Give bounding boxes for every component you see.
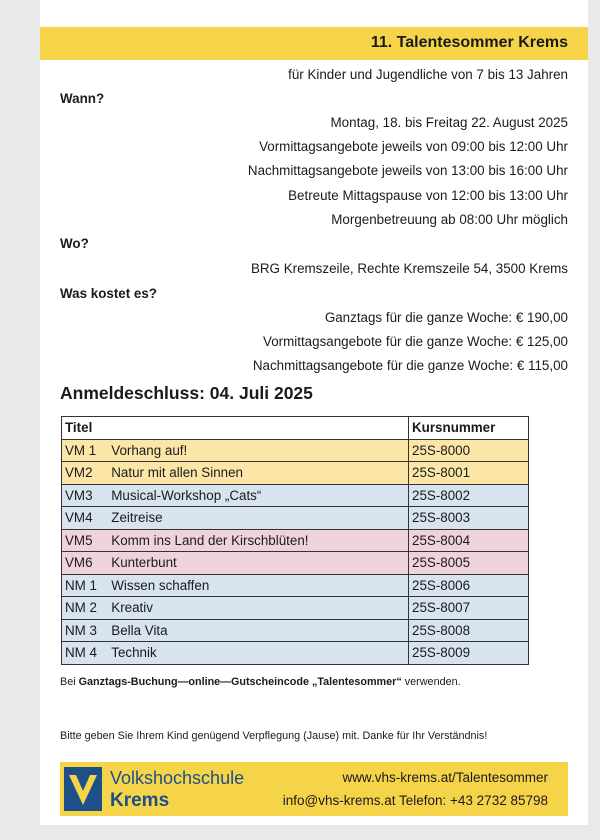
- course-code: VM6: [62, 552, 109, 575]
- website-link[interactable]: www.vhs-krems.at/Talentesommer: [342, 770, 548, 785]
- course-code: NM 3: [62, 619, 109, 642]
- course-table: [61, 416, 529, 665]
- page-title: 11. Talentesommer Krems: [370, 34, 568, 51]
- course-number: 25S-8001: [409, 462, 529, 485]
- course-name: Komm ins Land der Kirschblüten!: [108, 529, 408, 552]
- course-code: NM 2: [62, 597, 109, 620]
- brand-name-line1: Volkshochschule: [110, 768, 245, 788]
- course-code: VM3: [62, 484, 109, 507]
- table-row: [62, 642, 529, 665]
- course-name: Zeitreise: [108, 507, 408, 530]
- course-code: VM2: [62, 462, 109, 485]
- footer-banner: [60, 762, 568, 816]
- course-number: 25S-8009: [409, 642, 529, 665]
- when-label: Wann?: [60, 91, 105, 106]
- course-code: NM 4: [62, 642, 109, 665]
- course-number: 25S-8004: [409, 529, 529, 552]
- table-row: [62, 574, 529, 597]
- table-row: [62, 597, 529, 620]
- course-name: Kunterbunt: [108, 552, 408, 575]
- cost-morning: Vormittagsangebote für die ganze Woche: € 125,00: [263, 334, 568, 349]
- cost-fullday: Ganztags für die ganze Woche: € 190,00: [324, 310, 568, 325]
- course-name: Vorhang auf!: [108, 439, 408, 462]
- table-row: [62, 462, 529, 485]
- course-code: NM 1: [62, 574, 109, 597]
- table-row: [62, 439, 529, 462]
- course-number: 25S-8002: [409, 484, 529, 507]
- when-morning: Vormittagsangebote jeweils von 09:00 bis 12:00 Uhr: [259, 139, 568, 154]
- food-note: Bitte geben Sie Ihrem Kind genügend Verpflegung (Jause) mit. Danke für Ihr Verständnis!: [60, 730, 488, 742]
- flyer-page: [40, 0, 588, 825]
- booking-note-code: Ganztags-Buchung—online—Gutscheincode „Talentesommer“: [78, 676, 402, 688]
- title-banner: [40, 27, 588, 60]
- course-number: 25S-8007: [409, 597, 529, 620]
- subtitle: für Kinder und Jugendliche von 7 bis 13 Jahren: [288, 67, 568, 82]
- course-number: 25S-8008: [409, 619, 529, 642]
- course-number: 25S-8003: [409, 507, 529, 530]
- when-lunch: Betreute Mittagspause von 12:00 bis 13:00 Uhr: [288, 188, 568, 203]
- course-name: Bella Vita: [108, 619, 408, 642]
- course-number: 25S-8000: [409, 439, 529, 462]
- brand-name-line2: Krems: [110, 790, 170, 811]
- booking-note-suffix: verwenden.: [404, 676, 461, 688]
- course-code: VM5: [62, 529, 109, 552]
- course-code: VM 1: [62, 439, 109, 462]
- when-dates: Montag, 18. bis Freitag 22. August 2025: [330, 115, 568, 130]
- course-number: 25S-8005: [409, 552, 529, 575]
- course-name: Kreativ: [108, 597, 408, 620]
- booking-note: [60, 676, 461, 688]
- when-early-care: Morgenbetreuung ab 08:00 Uhr möglich: [331, 212, 568, 227]
- table-header-row: [62, 417, 529, 440]
- where-address: BRG Kremszeile, Rechte Kremszeile 54, 3500 Krems: [250, 261, 568, 276]
- cost-afternoon: Nachmittagsangebote für die ganze Woche: € 115,00: [252, 358, 568, 373]
- course-name: Technik: [108, 642, 408, 665]
- registration-deadline: Anmeldeschluss: 04. Juli 2025: [60, 383, 313, 403]
- header-title: Titel: [62, 417, 409, 440]
- booking-note-prefix: Bei: [60, 676, 76, 688]
- course-name: Musical-Workshop „Cats“: [108, 484, 408, 507]
- table-row: [62, 552, 529, 575]
- table-row: [62, 484, 529, 507]
- course-name: Wissen schaffen: [108, 574, 408, 597]
- vhs-logo-icon: [64, 767, 102, 811]
- course-table-body: [62, 439, 529, 664]
- contact-info: info@vhs-krems.at Telefon: +43 2732 85798: [282, 793, 548, 808]
- when-afternoon: Nachmittagsangebote jeweils von 13:00 bis 16:00 Uhr: [247, 163, 568, 178]
- table-row: [62, 529, 529, 552]
- table-row: [62, 507, 529, 530]
- cost-label: Was kostet es?: [60, 286, 157, 301]
- where-label: Wo?: [60, 236, 89, 251]
- header-course-number: Kursnummer: [409, 417, 529, 440]
- course-code: VM4: [62, 507, 109, 530]
- table-row: [62, 619, 529, 642]
- course-number: 25S-8006: [409, 574, 529, 597]
- course-name: Natur mit allen Sinnen: [108, 462, 408, 485]
